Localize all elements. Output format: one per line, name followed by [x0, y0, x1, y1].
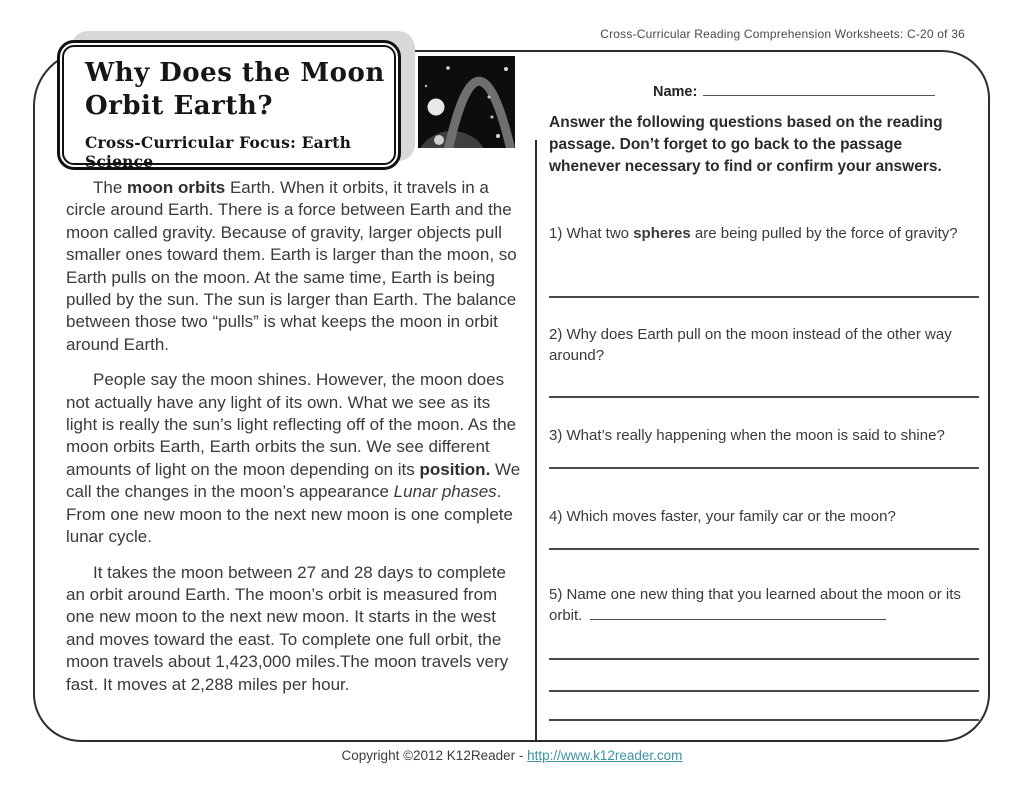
instructions-text: Answer the following questions based on the reading passage. Don’t forget to go back to the passage whenever necessary to find or confirm your answers.: [549, 114, 943, 175]
name-blank-line[interactable]: [703, 81, 935, 96]
bold-term-moon-orbits: moon orbits: [127, 178, 226, 197]
text-run: 5) Name one new thing that you learned about the moon or its orbit.: [549, 586, 961, 624]
answer-line-1[interactable]: [549, 296, 979, 298]
k12reader-link[interactable]: http://www.k12reader.com: [527, 748, 683, 763]
answer-line-4[interactable]: [549, 548, 979, 550]
title-box: [57, 40, 401, 170]
text-run: We call the changes in the moon’s appearance: [66, 459, 521, 502]
answer-line-2[interactable]: [549, 396, 979, 398]
answer-line-5b[interactable]: [549, 690, 979, 692]
page-header: Cross-Curricular Reading Comprehension Worksheets: C-20 of 36: [600, 27, 965, 41]
answer-line-3[interactable]: [549, 467, 979, 469]
passage-title: [85, 57, 385, 123]
passage-paragraph-1: [66, 177, 524, 356]
reading-passage: [66, 177, 524, 709]
question-3: 3) What’s really happening when the moon is said to shine?: [549, 427, 945, 444]
question-1: [549, 223, 977, 244]
title-line-1: Why Does the Moon: [85, 58, 385, 88]
page-footer: [0, 748, 1024, 763]
text-run: . From one new moon to the next new moon is one complete lunar cycle.: [66, 482, 513, 547]
column-divider: [535, 140, 537, 740]
copyright-text: Copyright ©2012 K12Reader -: [341, 748, 528, 763]
text-run: It takes the moon between 27 and 28 days to complete an orbit around Earth. The moon’s orbit is measured from one new moon to the next new moon. It starts in the west and moves toward the east. To complete one full orbit, the moon travels about 1,423,000 miles.The moon travels very fast. It moves at 2,288 miles per hour.: [66, 562, 509, 694]
answer-line-5-inline[interactable]: [590, 607, 886, 620]
italic-term-lunar-phases: Lunar phases: [393, 482, 497, 502]
question-4: 4) Which moves faster, your family car or the moon?: [549, 508, 896, 525]
passage-paragraph-2: [66, 369, 524, 548]
text-run: People say the moon shines. However, the moon does not actually have any light of its own. What we see as its light is really the sun’s light reflecting off of the moon. As the moon orbits Earth, Earth orbits the sun. We see different amounts of light on the moon depending on its: [66, 370, 517, 479]
bold-term-spheres: spheres: [633, 225, 691, 242]
bold-term-position: position.: [419, 459, 491, 479]
text-run: The: [93, 178, 128, 197]
text-run: Earth. When it orbits, it travels in a circle around Earth. There is a force between Earth and the moon called gravity. Because of gravity, larger objects pull smaller ones toward them. Earth is larger than the moon, so Earth pulls on the moon. At the same time, Earth is being pulled by the sun. The sun is larger than Earth. The balance between those two “pulls” is what keeps the moon in orbit around Earth.: [66, 178, 517, 354]
question-5: [549, 584, 977, 626]
moon-orbit-illustration-icon: [418, 56, 515, 148]
answer-line-5a[interactable]: [549, 658, 979, 660]
title-line-2: Orbit Earth?: [85, 91, 273, 121]
passage-paragraph-3: [66, 562, 524, 696]
passage-subtitle: Cross-Curricular Focus: Earth Science: [85, 133, 352, 171]
moon-orbit-image: [418, 56, 515, 148]
name-label: Name:: [653, 84, 698, 100]
text-run: are being pulled by the force of gravity?: [690, 225, 958, 242]
answer-line-5c[interactable]: [549, 719, 979, 721]
name-row: [549, 81, 981, 103]
question-2: 2) Why does Earth pull on the moon instead of the other way around?: [549, 326, 952, 364]
text-run: 1) What two: [549, 225, 634, 242]
